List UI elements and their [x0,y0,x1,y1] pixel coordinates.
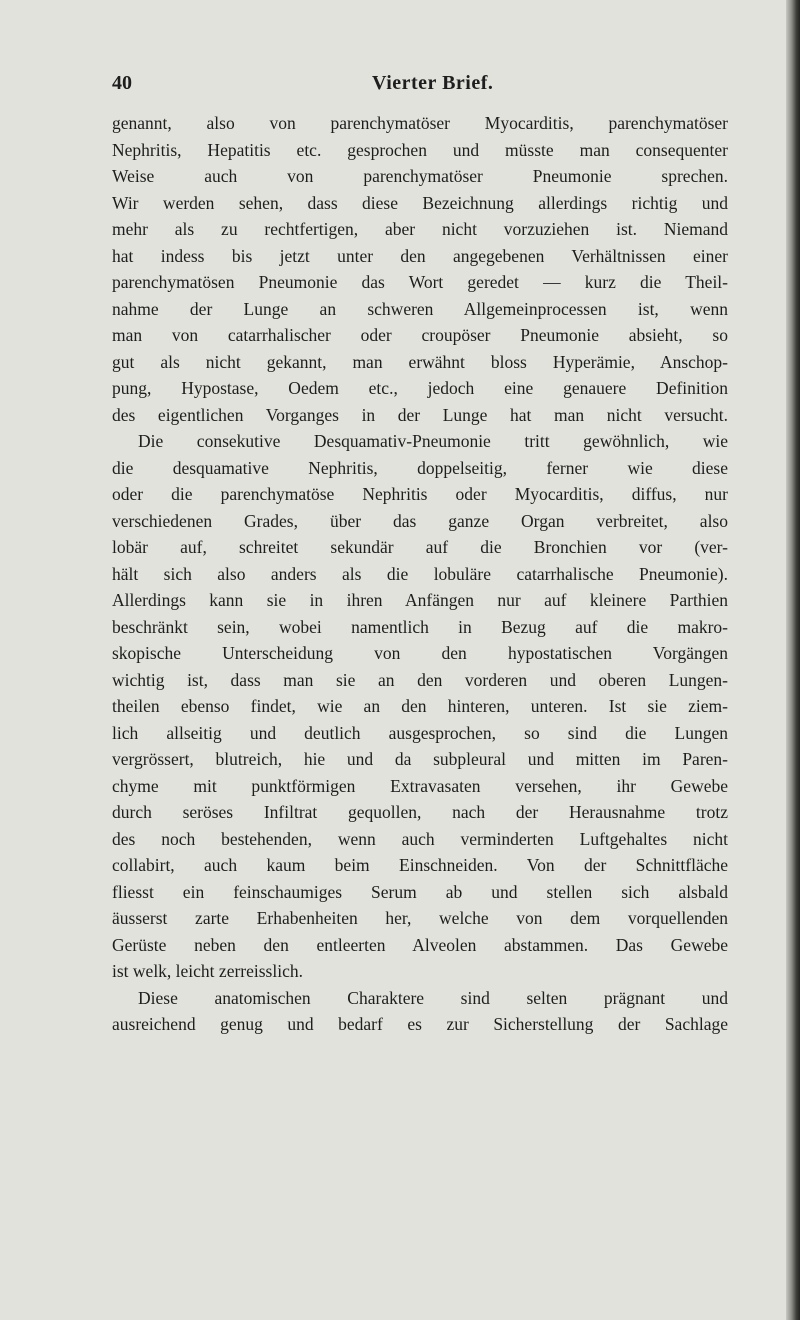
text-line: äusserst zarte Erhabenheiten her, welche von dem vorquellenden [112,908,728,928]
text-line: nahme der Lunge an schweren Allgemeinprocessen ist, wenn [112,298,728,319]
text-line: Diese anatomischen Charaktere sind selten prägnant und [138,987,728,1008]
running-head: Vierter Brief. [372,72,494,94]
text-line: die desquamative Nephritis, doppelseitig, ferner wie diese [112,457,728,478]
text-line: hat indess bis jetzt unter den angegebenen Verhältnissen einer [112,245,728,266]
text-line: lobär auf, schreitet sekundär auf die Bronchien vor (ver- [112,537,728,557]
text-line: pung, Hypostase, Oedem etc., jedoch eine genauere Definition [112,378,728,398]
text-line: skopische Unterscheidung von den hypostatischen Vorgängen [112,643,728,663]
text-line: parenchymatösen Pneumonie das Wort geredet — kurz die Theil- [112,272,728,292]
text-line: des eigentlichen Vorganges in der Lunge hat man nicht versucht. [112,404,728,425]
text-line: beschränkt sein, wobei namentlich in Bezug auf die makro- [112,616,728,637]
page-number: 40 [112,72,132,94]
text-line: Die consekutive Desquamativ-Pneumonie tritt gewöhnlich, wie [138,431,728,451]
text-line: Wir werden sehen, dass diese Bezeichnung allerdings richtig und [112,192,728,213]
text-line: vergrössert, blutreich, hie und da subpleural und mitten im Paren- [112,749,728,769]
text-line: Nephritis, Hepatitis etc. gesprochen und müsste man consequenter [112,139,728,160]
text-line: Weise auch von parenchymatöser Pneumonie sprechen. [112,166,728,186]
text-line: Gerüste neben den entleerten Alveolen abstammen. Das Gewebe [112,934,728,955]
text-line: theilen ebenso findet, wie an den hinteren, unteren. Ist sie ziem- [112,696,728,716]
text-line: lich allseitig und deutlich ausgesprochen, so sind die Lungen [112,722,728,743]
text-line: ausreichend genug und bedarf es zur Sicherstellung der Sachlage [112,1014,728,1034]
text-line: hält sich also anders als die lobuläre catarrhalische Pneumonie). [112,563,728,584]
text-line: mehr als zu rechtfertigen, aber nicht vorzuziehen ist. Niemand [112,219,728,239]
text-line: man von catarrhalischer oder croupöser Pneumonie absieht, so [112,325,728,345]
text-line: chyme mit punktförmigen Extravasaten versehen, ihr Gewebe [112,775,728,796]
text-line: durch seröses Infiltrat gequollen, nach der Herausnahme trotz [112,802,728,822]
text-line: verschiedenen Grades, über das ganze Organ verbreitet, also [112,510,728,531]
text-line: genannt, also von parenchymatöser Myocarditis, parenchymatöser [112,113,728,133]
text-line: des noch bestehenden, wenn auch verminderten Luftgehaltes nicht [112,828,728,849]
text-line: fliesst ein feinschaumiges Serum ab und stellen sich alsbald [112,881,728,902]
body-text [112,110,728,1038]
text-line: oder die parenchymatöse Nephritis oder Myocarditis, diffus, nur [112,484,728,504]
text-line: collabirt, auch kaum beim Einschneiden. Von der Schnittfläche [112,855,728,875]
text-line: wichtig ist, dass man sie an den vorderen und oberen Lungen- [112,669,728,690]
page-edge-shadow [786,0,800,1320]
text-line: gut als nicht gekannt, man erwähnt bloss Hyperämie, Anschop- [112,351,728,372]
text-line: Allerdings kann sie in ihren Anfängen nur auf kleinere Parthien [112,590,728,610]
page-header [112,72,732,102]
text-line: ist welk, leicht zerreisslich. [112,961,303,981]
